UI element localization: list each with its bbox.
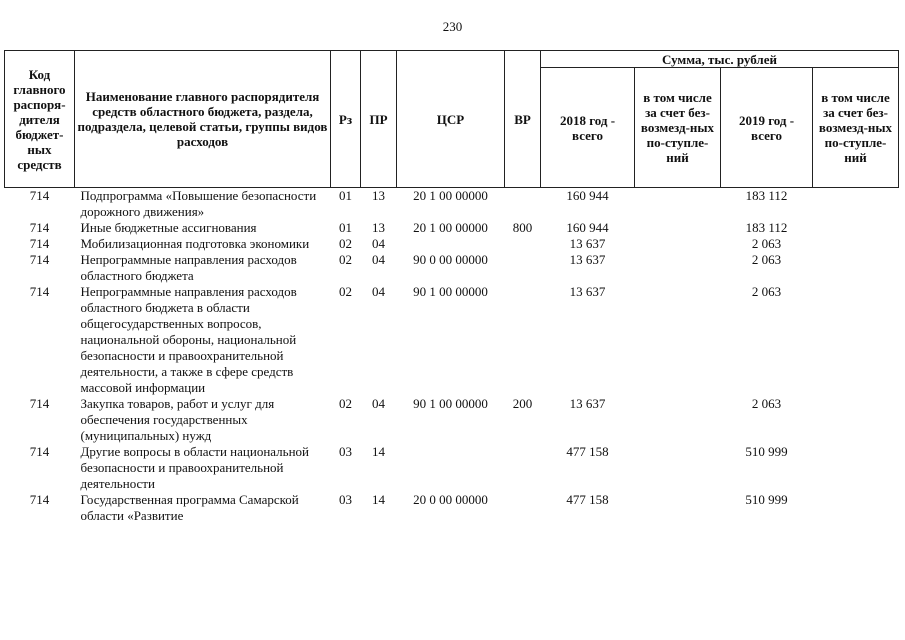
table-row: [5, 220, 899, 236]
cell-rz: 02: [339, 396, 352, 411]
cell-vr: [505, 444, 541, 492]
cell-2018-incl: [635, 220, 721, 236]
cell-vr: [505, 252, 541, 284]
cell-2019-total: 183 112: [745, 220, 788, 235]
cell-2019-incl: [813, 220, 899, 236]
cell-name: Непрограммные направления расходов областного бюджета в области общегосударственных вопросов, национальной обороны, национальной безопасности и правоохранительной деятельности, а также в сфере средств массовой информации: [80, 284, 297, 395]
table-row: [5, 188, 899, 221]
cell-name: Иные бюджетные ассигнования: [80, 220, 257, 235]
cell-2018-total: 13 637: [569, 252, 606, 267]
cell-csr: 20 1 00 00000: [413, 220, 488, 235]
cell-2018-incl: [635, 492, 721, 524]
header-2018-incl: в том числе за счет без-возмезд-ных по-ступле-ний: [635, 68, 721, 188]
table-row: [5, 444, 899, 492]
cell-csr: 90 1 00 00000: [413, 284, 488, 299]
cell-csr: [397, 444, 505, 492]
cell-vr: [505, 236, 541, 252]
header-code: Код главного распоря-дителя бюджет-ных средств: [5, 51, 75, 188]
cell-2018-incl: [635, 252, 721, 284]
cell-name: Непрограммные направления расходов областного бюджета: [80, 252, 297, 283]
cell-vr: [505, 492, 541, 524]
cell-vr: [505, 284, 541, 396]
table-row: [5, 252, 899, 284]
cell-2018-total: 160 944: [566, 220, 609, 235]
header-rz: Рз: [331, 51, 361, 188]
cell-2018-total: 477 158: [566, 492, 609, 507]
header-vr: ВР: [505, 51, 541, 188]
cell-2018-incl: [635, 188, 721, 221]
cell-pr: 14: [372, 492, 385, 507]
cell-2019-incl: [813, 188, 899, 221]
table-row: [5, 396, 899, 444]
table-body: [5, 188, 899, 525]
cell-2018-total: 13 637: [569, 236, 606, 251]
table-row: [5, 492, 899, 524]
cell-csr: 90 1 00 00000: [413, 396, 488, 411]
cell-2019-total: 183 112: [745, 188, 788, 203]
cell-2019-total: 510 999: [745, 444, 788, 459]
cell-csr: 20 1 00 00000: [413, 188, 488, 203]
cell-rz: 01: [339, 188, 352, 203]
header-2019-total: 2019 год - всего: [721, 68, 813, 188]
cell-pr: 14: [372, 444, 385, 459]
cell-2019-incl: [813, 444, 899, 492]
cell-code: 714: [29, 492, 50, 507]
cell-vr: 200: [512, 396, 533, 411]
table-row: [5, 236, 899, 252]
cell-name: Закупка товаров, работ и услуг для обеспечения государственных (муниципальных) нужд: [80, 396, 275, 443]
cell-code: 714: [29, 444, 50, 459]
cell-rz: 02: [339, 284, 352, 299]
cell-2019-incl: [813, 492, 899, 524]
budget-table: [4, 50, 899, 524]
cell-2018-incl: [635, 236, 721, 252]
cell-pr: 04: [372, 236, 385, 251]
cell-code: 714: [29, 252, 50, 267]
cell-2019-total: 510 999: [745, 492, 788, 507]
header-csr: ЦСР: [397, 51, 505, 188]
cell-vr: 800: [512, 220, 533, 235]
cell-pr: 04: [372, 284, 385, 299]
cell-code: 714: [29, 236, 50, 251]
header-sum: Сумма, тыс. рублей: [541, 51, 899, 68]
cell-rz: 02: [339, 236, 352, 251]
header-name: Наименование главного распорядителя средств областного бюджета, раздела, подраздела, целевой статьи, группы видов расходов: [75, 51, 331, 188]
cell-code: 714: [29, 284, 50, 299]
cell-2019-total: 2 063: [751, 252, 782, 267]
cell-name: Мобилизационная подготовка экономики: [80, 236, 310, 251]
cell-2019-incl: [813, 236, 899, 252]
cell-2018-total: 160 944: [566, 188, 609, 203]
cell-pr: 13: [372, 220, 385, 235]
cell-2019-incl: [813, 252, 899, 284]
cell-2019-incl: [813, 284, 899, 396]
cell-2018-total: 13 637: [569, 396, 606, 411]
cell-name: Государственная программа Самарской области «Развитие: [80, 492, 299, 523]
cell-2018-incl: [635, 284, 721, 396]
cell-csr: 20 0 00 00000: [413, 492, 488, 507]
cell-2018-total: 13 637: [569, 284, 606, 299]
cell-2018-total: 477 158: [566, 444, 609, 459]
cell-pr: 13: [372, 188, 385, 203]
cell-csr: 90 0 00 00000: [413, 252, 488, 267]
cell-code: 714: [29, 220, 50, 235]
cell-csr: [397, 236, 505, 252]
cell-2019-total: 2 063: [751, 284, 782, 299]
page-number: 230: [442, 19, 463, 34]
table-row: [5, 284, 899, 396]
cell-rz: 02: [339, 252, 352, 267]
cell-name: Подпрограмма «Повышение безопасности дорожного движения»: [80, 188, 317, 219]
cell-2018-incl: [635, 396, 721, 444]
cell-vr: [505, 188, 541, 221]
cell-rz: 03: [339, 492, 352, 507]
cell-code: 714: [29, 188, 50, 203]
cell-code: 714: [29, 396, 50, 411]
cell-rz: 01: [339, 220, 352, 235]
cell-pr: 04: [372, 252, 385, 267]
cell-name: Другие вопросы в области национальной безопасности и правоохранительной деятельности: [80, 444, 309, 491]
cell-2019-total: 2 063: [751, 236, 782, 251]
cell-2018-incl: [635, 444, 721, 492]
cell-2019-total: 2 063: [751, 396, 782, 411]
header-2018-total: 2018 год - всего: [541, 68, 635, 188]
cell-pr: 04: [372, 396, 385, 411]
header-2019-incl: в том числе за счет без-возмезд-ных по-ступле-ний: [813, 68, 899, 188]
cell-rz: 03: [339, 444, 352, 459]
header-pr: ПР: [361, 51, 397, 188]
cell-2019-incl: [813, 396, 899, 444]
